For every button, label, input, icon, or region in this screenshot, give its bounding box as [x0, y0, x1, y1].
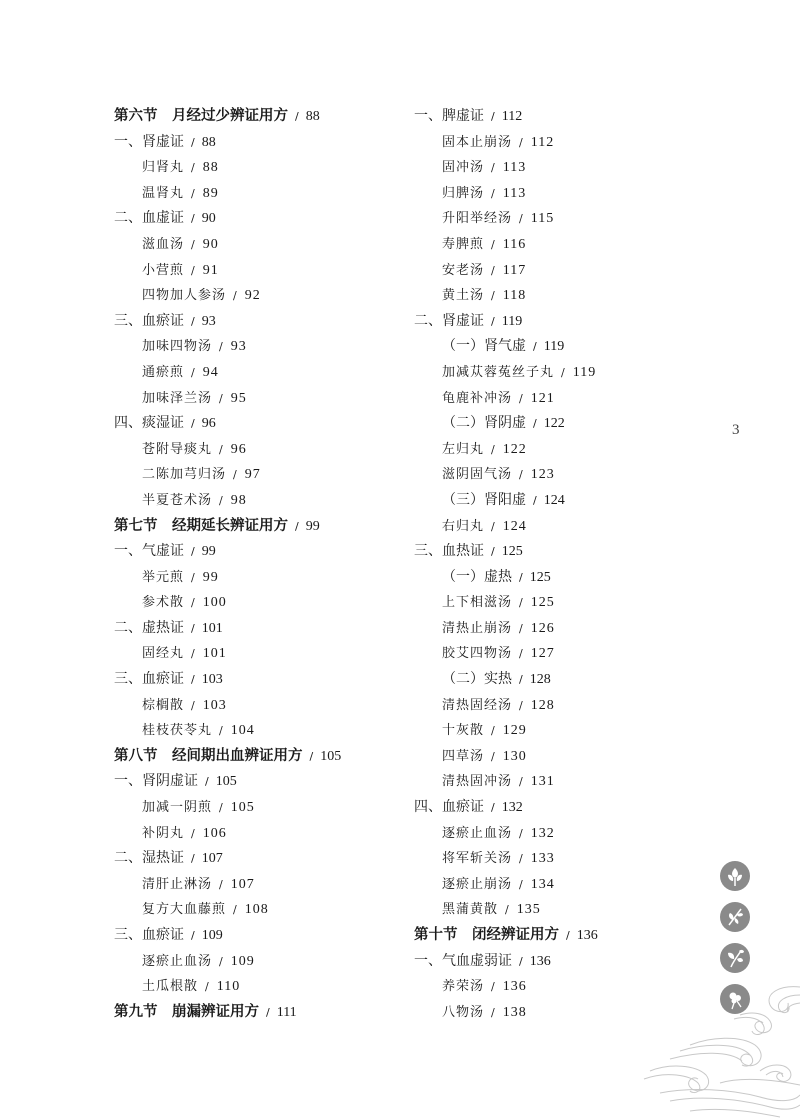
toc-entry-title: 一、肾虚证 — [114, 133, 184, 150]
toc-entry-title: 复方大血藤煎 — [142, 902, 227, 918]
toc-separator: / — [519, 596, 524, 610]
toc-separator: / — [219, 724, 224, 738]
toc-entry-section[interactable] — [114, 514, 404, 540]
toc-separator: / — [533, 340, 537, 354]
toc-page-number: 111 — [276, 1004, 297, 1020]
toc-page-number: 138 — [502, 1004, 527, 1020]
toc-page-number: 124 — [543, 492, 565, 508]
toc-separator: / — [191, 314, 195, 328]
toc-entry-category[interactable] — [414, 795, 704, 821]
toc-entry-category[interactable] — [114, 130, 404, 156]
toc-page-number: 126 — [530, 620, 555, 636]
toc-page-number: 128 — [529, 672, 551, 688]
toc-page-number: 122 — [543, 416, 565, 432]
toc-separator: / — [533, 417, 537, 431]
toc-entry-item[interactable] — [414, 872, 704, 898]
toc-separator: / — [519, 621, 524, 635]
toc-entry-item[interactable] — [114, 949, 404, 975]
toc-page-number: 95 — [230, 390, 247, 406]
toc-page-number: 93 — [230, 339, 247, 355]
toc-separator: / — [519, 877, 524, 891]
toc-entry-title: 加减一阴煎 — [142, 800, 213, 816]
toc-separator: / — [519, 135, 524, 149]
toc-page-number: 132 — [530, 825, 555, 841]
toc-entry-title: 滋阴固气汤 — [442, 467, 513, 483]
toc-separator: / — [491, 442, 496, 456]
toc-entry-title: 二、湿热证 — [114, 850, 184, 867]
toc-entry-item[interactable] — [414, 641, 704, 667]
toc-entry-item[interactable] — [414, 360, 704, 386]
toc-entry-title: 四、血瘀证 — [414, 799, 484, 816]
toc-separator: / — [519, 826, 524, 840]
toc-entry-item[interactable] — [114, 872, 404, 898]
toc-page-number: 132 — [501, 800, 523, 816]
toc-entry-title: 升阳举经汤 — [442, 211, 513, 227]
toc-separator: / — [191, 237, 196, 251]
toc-page-number: 125 — [530, 595, 555, 611]
toc-page-number: 100 — [202, 595, 227, 611]
toc-entry-title: 三、血瘀证 — [114, 927, 184, 943]
toc-entry-category[interactable] — [114, 846, 404, 872]
plant-icon — [719, 942, 751, 974]
toc-entry-item[interactable] — [414, 386, 704, 412]
toc-page-number: 128 — [530, 697, 555, 713]
toc-entry-item[interactable] — [114, 488, 404, 514]
toc-separator: / — [491, 749, 496, 763]
toc-page-number: 135 — [516, 902, 541, 918]
toc-separator: / — [191, 621, 195, 635]
toc-separator: / — [491, 1005, 496, 1019]
toc-page-number: 105 — [320, 748, 342, 764]
toc-separator: / — [491, 314, 495, 328]
toc-separator: / — [491, 110, 495, 123]
toc-separator: / — [491, 289, 496, 303]
toc-page-number: 129 — [502, 723, 527, 739]
toc-separator: / — [519, 647, 524, 661]
toc-entry-title: 清热固冲汤 — [442, 774, 513, 790]
toc-separator: / — [219, 801, 224, 815]
toc-entry-title: 三、血瘀证 — [114, 312, 184, 329]
toc-entry-title: 补阴丸 — [142, 825, 185, 841]
toc-entry-title: 第八节 经间期出血辨证用方 — [114, 747, 303, 764]
toc-page-number: 115 — [530, 211, 555, 227]
toc-entry-title: 第六节 月经过少辨证用方 — [114, 108, 288, 124]
toc-entry-title: 三、血热证 — [414, 543, 484, 560]
toc-entry-title: 归脾汤 — [442, 185, 485, 201]
toc-entry-title: 桂枝茯苓丸 — [142, 723, 213, 739]
toc-separator: / — [191, 545, 195, 559]
toc-entry-item[interactable] — [114, 565, 404, 591]
toc-entry-title: 左归丸 — [442, 441, 485, 457]
toc-entry-title: 举元煎 — [142, 569, 185, 585]
toc-page-number: 116 — [502, 236, 527, 252]
toc-entry-sub[interactable] — [414, 488, 704, 514]
toc-separator: / — [491, 980, 496, 994]
toc-entry-item[interactable] — [114, 795, 404, 821]
toc-entry-title: 固本止崩汤 — [442, 134, 513, 150]
toc-separator: / — [519, 570, 523, 584]
toc-entry-title: 参术散 — [142, 595, 185, 611]
toc-entry-item[interactable] — [414, 769, 704, 795]
toc-entry-title: 右归丸 — [442, 518, 485, 534]
toc-entry-title: 逐瘀止血汤 — [442, 825, 513, 841]
toc-entry-title: 四草汤 — [442, 748, 485, 764]
toc-page-number: 136 — [576, 928, 598, 943]
toc-left-column — [114, 104, 404, 1025]
toc-page-number: 112 — [530, 134, 555, 150]
toc-entry-sub[interactable] — [414, 334, 704, 360]
toc-entry-item[interactable] — [414, 897, 704, 923]
toc-separator: / — [191, 929, 195, 942]
toc-page-number: 127 — [530, 646, 555, 662]
toc-page-number: 121 — [530, 390, 555, 406]
leaf-icon — [719, 901, 751, 933]
toc-entry-item[interactable] — [414, 206, 704, 232]
toc-entry-section[interactable] — [114, 744, 404, 770]
toc-entry-item[interactable] — [414, 514, 704, 540]
toc-separator: / — [519, 468, 524, 482]
toc-page-number: 108 — [244, 902, 269, 918]
toc-page-number: 131 — [530, 774, 555, 790]
toc-entry-title: 二、血虚证 — [114, 210, 184, 227]
toc-page-number: 133 — [530, 851, 555, 867]
toc-page-number: 109 — [230, 953, 255, 969]
toc-page-number: 125 — [529, 569, 551, 585]
toc-separator: / — [491, 186, 496, 200]
toc-page-number: 90 — [201, 211, 216, 227]
toc-entry-title: 小营煎 — [142, 262, 185, 278]
toc-entry-title: 一、肾阴虚证 — [114, 773, 198, 790]
toc-entry-title: 第七节 经期延长辨证用方 — [114, 517, 288, 534]
toc-page-number: 99 — [202, 569, 219, 585]
toc-entry-title: 一、脾虚证 — [414, 108, 484, 124]
toc-entry-category[interactable] — [114, 923, 404, 949]
toc-entry-item[interactable] — [114, 386, 404, 412]
toc-page-number: 94 — [202, 364, 219, 380]
toc-entry-item[interactable] — [114, 155, 404, 181]
toc-entry-title: 第九节 崩漏辨证用方 — [114, 1003, 259, 1020]
toc-separator: / — [491, 724, 496, 738]
toc-entry-section[interactable] — [114, 1000, 404, 1026]
toc-separator: / — [233, 468, 238, 482]
toc-separator: / — [561, 365, 566, 379]
toc-page-number: 105 — [230, 800, 255, 816]
toc-separator: / — [191, 570, 196, 584]
toc-separator: / — [519, 212, 524, 226]
toc-entry-item[interactable] — [414, 181, 704, 207]
toc-separator: / — [519, 775, 524, 789]
toc-entry-category[interactable] — [414, 949, 704, 975]
toc-page-number: 96 — [230, 441, 247, 457]
toc-entry-title: 二、虚热证 — [114, 619, 184, 636]
toc-entry-title: 滋血汤 — [142, 236, 185, 252]
toc-entry-category[interactable] — [414, 104, 704, 130]
toc-entry-item[interactable] — [114, 693, 404, 719]
toc-entry-title: 加减苁蓉菟丝子丸 — [442, 364, 555, 380]
toc-entry-item[interactable] — [114, 258, 404, 284]
toc-separator: / — [191, 135, 195, 149]
toc-separator: / — [205, 775, 209, 789]
toc-page-number: 88 — [202, 160, 219, 176]
toc-separator: / — [191, 161, 196, 175]
toc-page-number: 101 — [201, 620, 223, 636]
toc-separator: / — [219, 340, 224, 354]
toc-entry-category[interactable] — [414, 309, 704, 335]
toc-entry-title: 十灰散 — [442, 723, 485, 739]
toc-entry-title: 黑蒲黄散 — [442, 902, 499, 918]
toc-separator: / — [219, 391, 224, 405]
toc-entry-item[interactable] — [414, 462, 704, 488]
toc-separator: / — [519, 698, 524, 712]
toc-entry-item[interactable] — [114, 897, 404, 923]
toc-entry-title: 上下相滋汤 — [442, 595, 513, 611]
toc-entry-item[interactable] — [114, 462, 404, 488]
toc-page-number: 119 — [543, 339, 565, 355]
toc-page-number: 110 — [216, 979, 241, 995]
toc-entry-title: 一、气虚证 — [114, 543, 184, 560]
toc-separator: / — [533, 493, 537, 507]
toc-entry-title: 清热固经汤 — [442, 697, 513, 713]
toc-separator: / — [491, 237, 496, 251]
toc-page-number: 123 — [530, 467, 555, 483]
toc-entry-sub[interactable] — [414, 667, 704, 693]
toc-entry-title: （二）实热 — [442, 671, 512, 688]
toc-entry-title: 二、肾虚证 — [414, 312, 484, 329]
toc-entry-item[interactable] — [414, 258, 704, 284]
toc-entry-item[interactable] — [114, 334, 404, 360]
toc-page-number: 113 — [502, 160, 527, 176]
toc-entry-title: 逐瘀止血汤 — [142, 953, 213, 969]
toc-entry-category[interactable] — [114, 769, 404, 795]
toc-entry-title: （一）虚热 — [442, 568, 512, 585]
toc-entry-title: 四物加人参汤 — [142, 288, 227, 304]
toc-separator: / — [519, 673, 523, 687]
toc-entry-title: （三）肾阳虚 — [442, 491, 526, 508]
toc-entry-item[interactable] — [114, 821, 404, 847]
toc-entry-category[interactable] — [114, 206, 404, 232]
toc-page-number: 107 — [201, 851, 223, 867]
toc-separator: / — [191, 852, 195, 866]
toc-separator: / — [295, 519, 299, 533]
toc-separator: / — [191, 417, 195, 431]
toc-entry-category[interactable] — [414, 539, 704, 565]
toc-entry-title: 三、血瘀证 — [114, 671, 184, 688]
toc-separator: / — [191, 212, 195, 226]
toc-entry-title: 加味泽兰汤 — [142, 390, 213, 406]
toc-separator: / — [191, 365, 196, 379]
toc-page-number: 136 — [529, 953, 551, 969]
toc-entry-item[interactable] — [114, 718, 404, 744]
toc-entry-title: 通瘀煎 — [142, 364, 185, 380]
toc-page-number: 91 — [202, 262, 219, 278]
toc-entry-item[interactable] — [414, 130, 704, 156]
toc-separator: / — [233, 903, 238, 917]
toc-entry-item[interactable] — [414, 744, 704, 770]
toc-page-number: 93 — [201, 313, 216, 329]
toc-page-number: 124 — [502, 518, 527, 534]
toc-entry-title: 胶艾四物汤 — [442, 646, 513, 662]
toc-entry-title: 固冲汤 — [442, 160, 485, 176]
toc-entry-item[interactable] — [114, 641, 404, 667]
toc-separator: / — [191, 647, 196, 661]
toc-separator: / — [191, 826, 196, 840]
toc-entry-item[interactable] — [414, 155, 704, 181]
toc-entry-title: 土瓜根散 — [142, 979, 199, 995]
toc-page-number: 113 — [502, 185, 527, 201]
toc-page-number: 130 — [502, 748, 527, 764]
toc-page-number: 122 — [502, 441, 527, 457]
toc-entry-title: 养荣汤 — [442, 979, 485, 995]
toc-entry-item[interactable] — [114, 590, 404, 616]
toc-separator: / — [566, 929, 570, 942]
toc-entry-category[interactable] — [114, 411, 404, 437]
toc-entry-item[interactable] — [114, 360, 404, 386]
toc-page-number: 136 — [502, 979, 527, 995]
toc-page-number: 103 — [201, 672, 223, 688]
toc-entry-title: 温肾丸 — [142, 185, 185, 201]
toc-separator: / — [191, 698, 196, 712]
toc-entry-item[interactable] — [414, 232, 704, 258]
toc-entry-item[interactable] — [414, 283, 704, 309]
toc-entry-item[interactable] — [114, 283, 404, 309]
toc-separator: / — [205, 980, 210, 994]
toc-entry-item[interactable] — [414, 590, 704, 616]
toc-page-number: 107 — [230, 876, 255, 892]
toc-entry-title: 固经丸 — [142, 646, 185, 662]
toc-page-number: 118 — [502, 288, 527, 304]
toc-entry-title: 安老汤 — [442, 262, 485, 278]
toc-entry-title: 四、痰湿证 — [114, 415, 184, 432]
toc-page-number: 89 — [202, 185, 219, 201]
toc-entry-title: 一、气血虚弱证 — [414, 952, 512, 969]
toc-separator: / — [491, 545, 495, 559]
toc-right-column — [414, 104, 704, 1025]
toc-separator: / — [519, 391, 524, 405]
toc-entry-title: 龟鹿补冲汤 — [442, 390, 513, 406]
flower-icon — [719, 860, 751, 892]
toc-page-number: 92 — [244, 288, 261, 304]
toc-page-number: 104 — [230, 723, 255, 739]
toc-entry-section[interactable] — [114, 104, 404, 130]
toc-entry-category[interactable] — [114, 667, 404, 693]
toc-separator: / — [191, 263, 196, 277]
toc-entry-title: 将军斩关汤 — [442, 851, 513, 867]
toc-entry-title: 清热止崩汤 — [442, 620, 513, 636]
page-number: 3 — [732, 422, 740, 438]
toc-entry-item[interactable] — [114, 437, 404, 463]
toc-separator: / — [219, 493, 224, 507]
toc-entry-item[interactable] — [414, 821, 704, 847]
toc-page-number: 96 — [201, 416, 216, 432]
toc-entry-sub[interactable] — [414, 565, 704, 591]
toc-entry-title: 八物汤 — [442, 1004, 485, 1020]
toc-separator: / — [505, 903, 510, 917]
toc-page-number: 125 — [501, 544, 523, 560]
toc-entry-title: （二）肾阴虚 — [442, 415, 526, 432]
toc-separator: / — [219, 442, 224, 456]
toc-entry-title: 苍附导痰丸 — [142, 441, 213, 457]
toc-separator: / — [309, 749, 314, 763]
toc-separator: / — [491, 519, 496, 533]
toc-page-number: 117 — [502, 262, 527, 278]
toc-entry-category[interactable] — [114, 309, 404, 335]
toc-entry-category[interactable] — [114, 539, 404, 565]
toc-page-number: 119 — [572, 364, 597, 380]
toc-page-number: 88 — [201, 134, 216, 150]
toc-page-number: 97 — [244, 467, 261, 483]
toc-entry-title: 黄土汤 — [442, 288, 485, 304]
toc-page-number: 112 — [501, 109, 523, 124]
toc-page-number: 99 — [201, 544, 216, 560]
toc-entry-title: 逐瘀止崩汤 — [442, 876, 513, 892]
toc-page-number: 90 — [202, 236, 219, 252]
toc-entry-title: 第十节 闭经辨证用方 — [414, 927, 559, 943]
toc-separator: / — [219, 954, 224, 968]
toc-page-number: 101 — [202, 646, 227, 662]
toc-separator: / — [491, 801, 495, 815]
toc-separator: / — [191, 596, 196, 610]
toc-separator: / — [233, 289, 238, 303]
toc-entry-title: 二陈加芎归汤 — [142, 467, 227, 483]
toc-entry-title: 归肾丸 — [142, 160, 185, 176]
toc-entry-title: 加味四物汤 — [142, 339, 213, 355]
toc-entry-item[interactable] — [114, 181, 404, 207]
toc-separator: / — [219, 877, 224, 891]
toc-page-number: 134 — [530, 876, 555, 892]
toc-page-number: 88 — [305, 109, 320, 124]
toc-separator: / — [491, 263, 496, 277]
toc-entry-item[interactable] — [414, 718, 704, 744]
toc-entry-item[interactable] — [114, 974, 404, 1000]
toc-entry-sub[interactable] — [414, 411, 704, 437]
toc-separator: / — [191, 186, 196, 200]
toc-separator: / — [266, 1005, 270, 1019]
toc-entry-section[interactable] — [414, 923, 704, 949]
toc-entry-category[interactable] — [114, 616, 404, 642]
toc-page-number: 106 — [202, 825, 227, 841]
toc-separator: / — [491, 161, 496, 175]
toc-entry-item[interactable] — [114, 232, 404, 258]
toc-entry-item[interactable] — [414, 616, 704, 642]
toc-entry-item[interactable] — [414, 693, 704, 719]
toc-entry-title: （一）肾气虚 — [442, 338, 526, 355]
toc-separator: / — [191, 673, 195, 687]
toc-separator: / — [295, 110, 299, 123]
toc-page-number: 105 — [215, 774, 237, 790]
toc-page-number: 109 — [201, 928, 223, 943]
toc-page-number: 119 — [501, 313, 523, 329]
toc-page-number: 103 — [202, 697, 227, 713]
cloud-pattern-icon — [630, 975, 800, 1118]
toc-page-number: 99 — [305, 518, 320, 534]
toc-separator: / — [519, 852, 524, 866]
toc-entry-title: 半夏苍术汤 — [142, 492, 213, 508]
toc-entry-title: 寿脾煎 — [442, 236, 485, 252]
toc-entry-item[interactable] — [414, 437, 704, 463]
toc-page-number: 98 — [230, 492, 247, 508]
toc-separator: / — [519, 954, 523, 968]
toc-entry-title: 清肝止淋汤 — [142, 876, 213, 892]
toc-entry-item[interactable] — [414, 846, 704, 872]
toc-entry-title: 棕榈散 — [142, 697, 185, 713]
